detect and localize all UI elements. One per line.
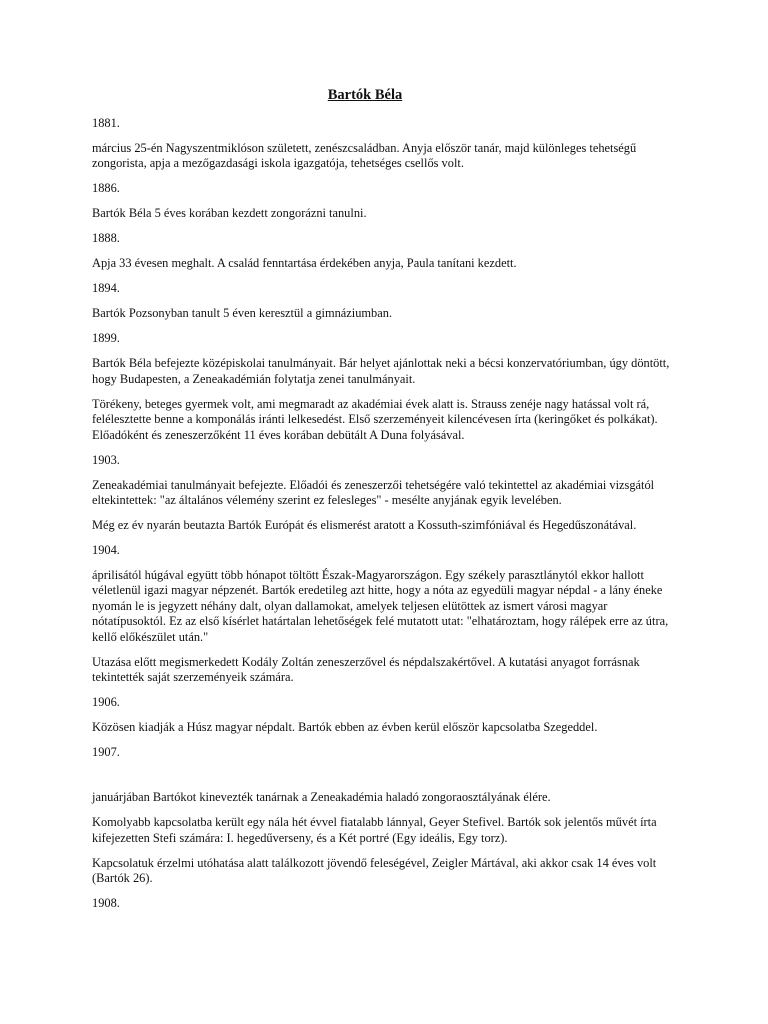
document-title: Bartók Béla — [327, 87, 403, 103]
paragraph: Közösen kiadják a Húsz magyar népdalt. Bartók ebben az évben kerül először kapcsolatba Szegeddel. — [92, 720, 598, 735]
paragraph: Bartók Pozsonyban tanult 5 éven keresztül a gimnáziumban. — [92, 306, 393, 321]
year-heading: 1907. — [92, 745, 120, 760]
year-heading: 1903. — [92, 452, 120, 467]
year-heading: 1881. — [92, 116, 120, 130]
year-heading: 1888. — [92, 231, 120, 246]
year-heading: 1894. — [92, 281, 120, 296]
paragraph: áprilisától húgával együtt több hónapot töltött Észak-Magyarországon. Egy székely parasztlánytól ekkor hallott véletlenül igazi magyar népzenét. Bartók eredetileg azt hitte, hogy a nóta az egyedüli magyar népdal - a lány éneke nyomán le is jegyzett néhány dalt, olyan dallamokat, amelyek teljesen elütöttek az ismert városi magyar nótatípusoktól. Ez az első kísérlet határtalan lehetőségek felé mutatott utat: "elhatároztam, hogy rálépek erre az útra, kellő előkészület után." — [92, 568, 669, 644]
paragraph: Bartók Béla befejezte középiskolai tanulmányait. Bár helyet ajánlottak neki a bécsi konzervatóriumban, úgy döntött, hogy Budapesten, a Zeneakadémián folytatja zenei tanulmányait. — [92, 356, 670, 386]
paragraph: Törékeny, beteges gyermek volt, ami megmaradt az akadémiai évek alatt is. Strauss zenéje nagy hatással volt rá, felélesztette benne a komponálás iránti lelkesedést. Első szerzeményeit kilencévesen írta (keringőket és polkákat). Előadóként és zeneszerzőként 11 éves korában debütált A Duna folyásával. — [92, 396, 658, 442]
paragraph: Komolyabb kapcsolatba került egy nála hét évvel fiatalabb lánnyal, Geyer Stefivel. Bartók sok jelentős művét írta kifejezetten Stefi számára: I. hegedűverseny, és a Két portré (Egy ideális, Egy torz). — [92, 815, 657, 845]
paragraph: Bartók Béla 5 éves korában kezdett zongorázni tanulni. — [92, 206, 367, 221]
paragraph: januárjában Bartókot kinevezték tanárnak a Zeneakadémia haladó zongoraosztályának élére. — [92, 790, 551, 805]
paragraph: Utazása előtt megismerkedett Kodály Zoltán zeneszerzővel és népdalszakértővel. A kutatási anyagot forrásnak tekintették saját szerzeményeik számára. — [92, 654, 640, 685]
document-body — [92, 116, 682, 921]
year-heading: 1899. — [92, 331, 120, 346]
year-heading: 1906. — [92, 695, 120, 710]
paragraph: Még ez év nyarán beutazta Bartók Európát és elismerést aratott a Kossuth-szimfóniával és Hegedűszonátával. — [92, 518, 637, 533]
paragraph: Kapcsolatuk érzelmi utóhatása alatt találkozott jövendő feleségével, Zeigler Mártával, aki akkor csak 14 éves volt (Bartók 26). — [92, 855, 657, 886]
year-heading: 1886. — [92, 181, 120, 196]
year-heading: 1908. — [92, 896, 120, 911]
paragraph: Zeneakadémiai tanulmányait befejezte. Előadói és zeneszerzői tehetségére való tekintettel az akadémiai vizsgától eltekintettek: "az általános vélemény szerint ez felesleges" - mesélte anyjának egyik levelében. — [92, 477, 655, 508]
year-heading: 1904. — [92, 543, 120, 558]
paragraph: Apja 33 évesen meghalt. A család fenntartása érdekében anyja, Paula tanítani kezdett. — [92, 256, 517, 271]
paragraph: március 25-én Nagyszentmiklóson született, zenészcsaládban. Anyja először tanár, majd különleges tehetségű zongorista, apja a mezőgazdasági iskola igazgatója, tehetséges csellős volt. — [92, 141, 637, 171]
